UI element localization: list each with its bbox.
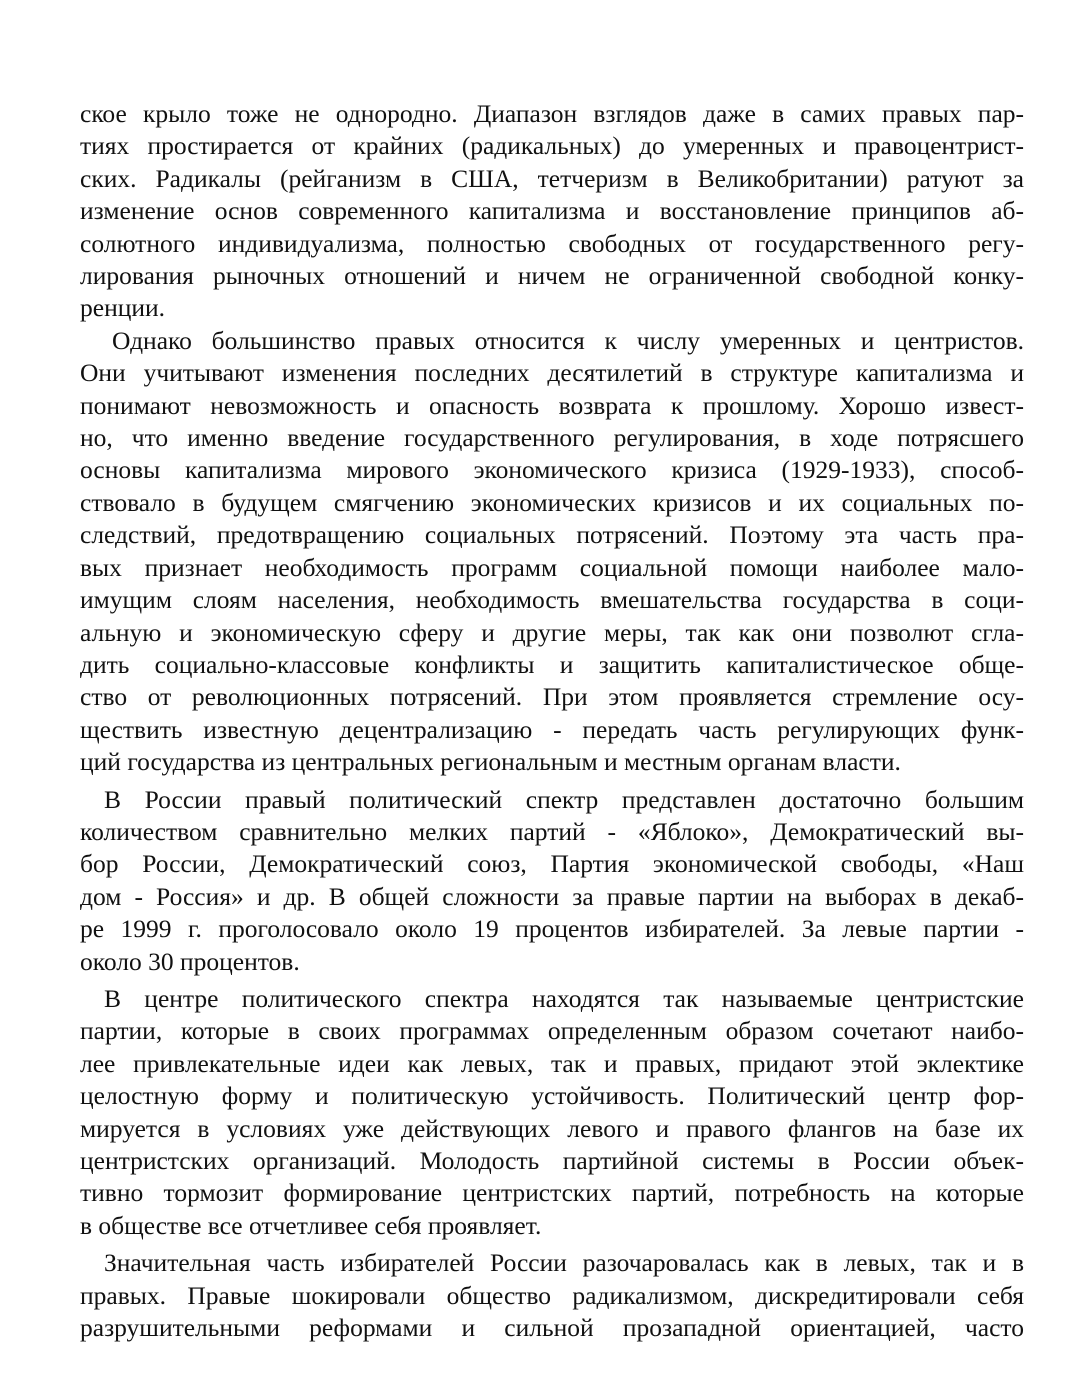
text-line: целостную форму и политическую устойчивость. Политический центр фор- xyxy=(80,1081,1024,1111)
paragraph-5 xyxy=(80,1247,1024,1344)
paragraph-2 xyxy=(80,325,1024,779)
text-line: Значительная часть избирателей России разочаровалась как в левых, так и в xyxy=(104,1248,1024,1278)
text-line: ствовало в будущем смягчению экономических кризисов и их социальных по- xyxy=(80,487,1024,517)
text-line: вых признает необходимость программ социальной помощи наиболее мало- xyxy=(80,552,1024,582)
text-line: дом - Россия» и др. В общей сложности за правые партии на выборах в декаб- xyxy=(80,881,1024,911)
paragraph-1 xyxy=(80,98,1024,325)
text-line: дить социально-классовые конфликты и защитить капиталистическое обще- xyxy=(80,649,1024,679)
text-line: основы капитализма мирового экономического кризиса (1929-1933), способ- xyxy=(80,455,1024,485)
text-line: в обществе все отчетливее себя проявляет. xyxy=(80,1210,542,1240)
text-line: понимают невозможность и опасность возврата к прошлому. Хорошо извест- xyxy=(80,390,1024,420)
text-line: изменение основ современного капитализма и восстановление принципов аб- xyxy=(80,196,1024,226)
text-line: ских. Радикалы (рейганизм в США, тетчеризм в Великобритании) ратуют за xyxy=(80,163,1024,193)
text-line: количеством сравнительно мелких партий - «Яблоко», Демократический вы- xyxy=(80,816,1024,846)
text-line: тивно тормозит формирование центристских партий, потребность на которые xyxy=(80,1178,1024,1208)
text-line: ществить известную децентрализацию - передать часть регулирующих функ- xyxy=(80,714,1024,744)
text-line: правых. Правые шокировали общество радикализмом, дискредитировали себя xyxy=(80,1280,1024,1310)
text-line: тиях простирается от крайних (радикальных) до умеренных и правоцентрист- xyxy=(80,131,1024,161)
text-line: солютного индивидуализма, полностью свободных от государственного регу- xyxy=(80,228,1024,258)
text-line: В России правый политический спектр представлен достаточно большим xyxy=(104,784,1024,814)
text-line: ское крыло тоже не однородно. Диапазон взглядов даже в самих правых пар- xyxy=(80,99,1024,128)
text-line: центристских организаций. Молодость партийной системы в России объек- xyxy=(80,1146,1024,1175)
text-line: Они учитывают изменения последних десятилетий в структуре капитализма и xyxy=(80,358,1024,388)
text-line: но, что именно введение государственного регулирования, в ходе потрясшего xyxy=(80,423,1024,453)
text-line: лирования рыночных отношений и ничем не ограниченной свободной конку- xyxy=(80,261,1024,291)
text-line: лее привлекательные идеи как левых, так и правых, придают этой эклектике xyxy=(80,1048,1024,1078)
text-line: В центре политического спектра находятся так называемые центристские xyxy=(104,983,1024,1013)
text-line: имущим слоям населения, необходимость вмешательства государства в соци- xyxy=(80,585,1024,615)
paragraph-3 xyxy=(80,784,1024,978)
text-line: мируется в условиях уже действующих левого и правого флангов на базе их xyxy=(80,1113,1024,1143)
page-text xyxy=(80,98,1024,1344)
text-line: ре 1999 г. проголосовало около 19 процентов избирателей. За левые партии - xyxy=(80,914,1024,944)
text-line: Однако большинство правых относится к числу умеренных и центристов. xyxy=(112,325,1024,355)
paragraph-4 xyxy=(80,983,1024,1242)
text-line: разрушительными реформами и сильной прозападной ориентацией, часто xyxy=(80,1313,1024,1343)
text-line: партии, которые в своих программах определенным образом сочетают наибо- xyxy=(80,1016,1024,1046)
text-line: ций государства из центральных региональным и местным органам власти. xyxy=(80,747,901,777)
text-line: ство от революционных потрясений. При этом проявляется стремление осу- xyxy=(80,682,1024,712)
text-line: около 30 процентов. xyxy=(80,946,300,976)
text-line: ренции. xyxy=(80,293,166,323)
text-line: альную и экономическую сферу и другие меры, так как они позволют сгла- xyxy=(80,617,1024,647)
text-line: бор России, Демократический союз, Партия экономической свободы, «Наш xyxy=(80,849,1024,879)
text-line: следствий, предотвращению социальных потрясений. Поэтому эта часть пра- xyxy=(80,520,1024,550)
